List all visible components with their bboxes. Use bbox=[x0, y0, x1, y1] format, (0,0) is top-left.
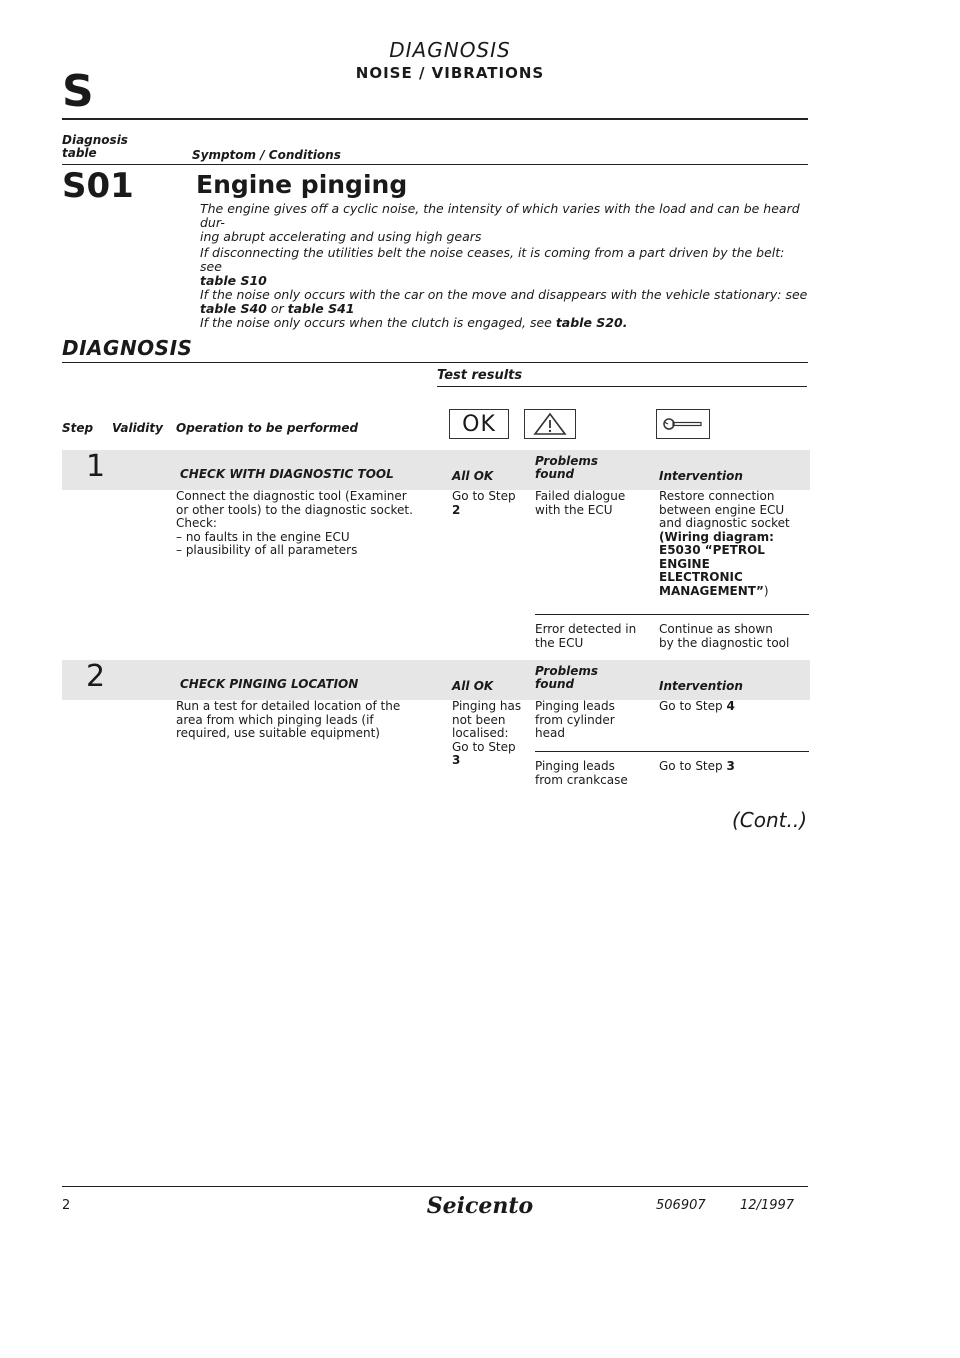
step-2-problems-found: Problems found bbox=[535, 664, 599, 691]
section-letter: S bbox=[62, 66, 94, 117]
test-results-label: Test results bbox=[437, 368, 523, 383]
column-validity: Validity bbox=[112, 421, 163, 435]
step-2-title: CHECK PINGING LOCATION bbox=[180, 677, 359, 691]
column-operation: Operation to be performed bbox=[176, 421, 359, 435]
step-1-problems-found: Problems found bbox=[535, 454, 599, 481]
table-code: S01 bbox=[62, 166, 134, 206]
diagnosis-table-label: Diagnosis table bbox=[62, 133, 128, 160]
step-1-problem-a: Failed dialogue with the ECU bbox=[535, 489, 626, 517]
step-1-number: 1 bbox=[86, 449, 106, 484]
ok-symbol: OK bbox=[449, 409, 509, 439]
document-date: 12/1997 bbox=[740, 1198, 795, 1213]
step-2-operation: Run a test for detailed location of the area from which pinging leads (if required, use suitable equipment) bbox=[176, 699, 401, 740]
diagnosis-rule bbox=[62, 362, 808, 363]
test-results-rule bbox=[437, 386, 807, 387]
step-2-all-ok: All OK bbox=[452, 679, 494, 693]
document-code: 506907 bbox=[656, 1198, 706, 1213]
symptom-title: Engine pinging bbox=[196, 170, 408, 199]
warning-symbol bbox=[524, 409, 576, 439]
step-2-problem-b: Pinging leads from crankcase bbox=[535, 759, 628, 787]
continued-label: (Cont..) bbox=[732, 808, 808, 832]
warning-triangle-icon bbox=[533, 412, 567, 436]
step-1-title: CHECK WITH DIAGNOSTIC TOOL bbox=[180, 467, 394, 481]
step-2-problem-a: Pinging leads from cylinder head bbox=[535, 699, 615, 740]
header-subtitle: NOISE / VIBRATIONS bbox=[355, 64, 545, 82]
step-1-row-divider bbox=[535, 614, 809, 615]
footer-rule bbox=[62, 1186, 808, 1187]
step-2-number: 2 bbox=[86, 659, 106, 694]
wrench-icon bbox=[661, 413, 705, 435]
column-step: Step bbox=[62, 421, 94, 435]
wrench-symbol bbox=[656, 409, 710, 439]
step-1-problem-b: Error detected in the ECU bbox=[535, 622, 637, 650]
step-1-operation: Connect the diagnostic tool (Examiner or other tools) to the diagnostic socket. Check: – no faults in the engine ECU – plausibility of all parameters bbox=[176, 489, 413, 557]
diagnosis-heading: DIAGNOSIS bbox=[62, 336, 193, 360]
symptom-conditions-label: Symptom / Conditions bbox=[192, 148, 341, 162]
step-2-ok-result: Pinging has not been localised: Go to Step 3 bbox=[452, 699, 522, 767]
step-2-intervention: Intervention bbox=[659, 679, 743, 693]
step-1-all-ok: All OK bbox=[452, 469, 494, 483]
symptom-rule bbox=[62, 164, 808, 165]
step-1-intervention-a: Restore connection between engine ECU and diagnostic socket (Wiring diagram: E5030 “PETROL ENGINE ELECTRONIC MANAGEMENT”) bbox=[659, 489, 790, 598]
step-2-row-divider bbox=[535, 751, 809, 752]
step-1-intervention: Intervention bbox=[659, 469, 743, 483]
step-2-intervention-b: Go to Step 3 bbox=[659, 759, 735, 773]
step-1-ok-result: Go to Step 2 bbox=[452, 489, 516, 517]
header-rule bbox=[62, 118, 808, 120]
step-2-intervention-a: Go to Step 4 bbox=[659, 699, 735, 713]
symptom-description: The engine gives off a cyclic noise, the intensity of which varies with the load and can be heard dur- ing abrupt accelerating and using high gears bbox=[200, 201, 800, 244]
step-1-intervention-b: Continue as shown by the diagnostic tool bbox=[659, 622, 790, 650]
page-number: 2 bbox=[62, 1198, 71, 1213]
brand-logo: Seicento bbox=[426, 1193, 534, 1219]
symptom-conditions: If disconnecting the utilities belt the noise ceases, it is coming from a part driven by the belt: see table S10 If the noise only occurs with the car on the move and disappears with the vehicle stationary: see table S40 or table S41 If the noise only occurs when the clutch is engaged, see table S20. bbox=[200, 245, 808, 330]
header-title: DIAGNOSIS bbox=[389, 38, 511, 62]
